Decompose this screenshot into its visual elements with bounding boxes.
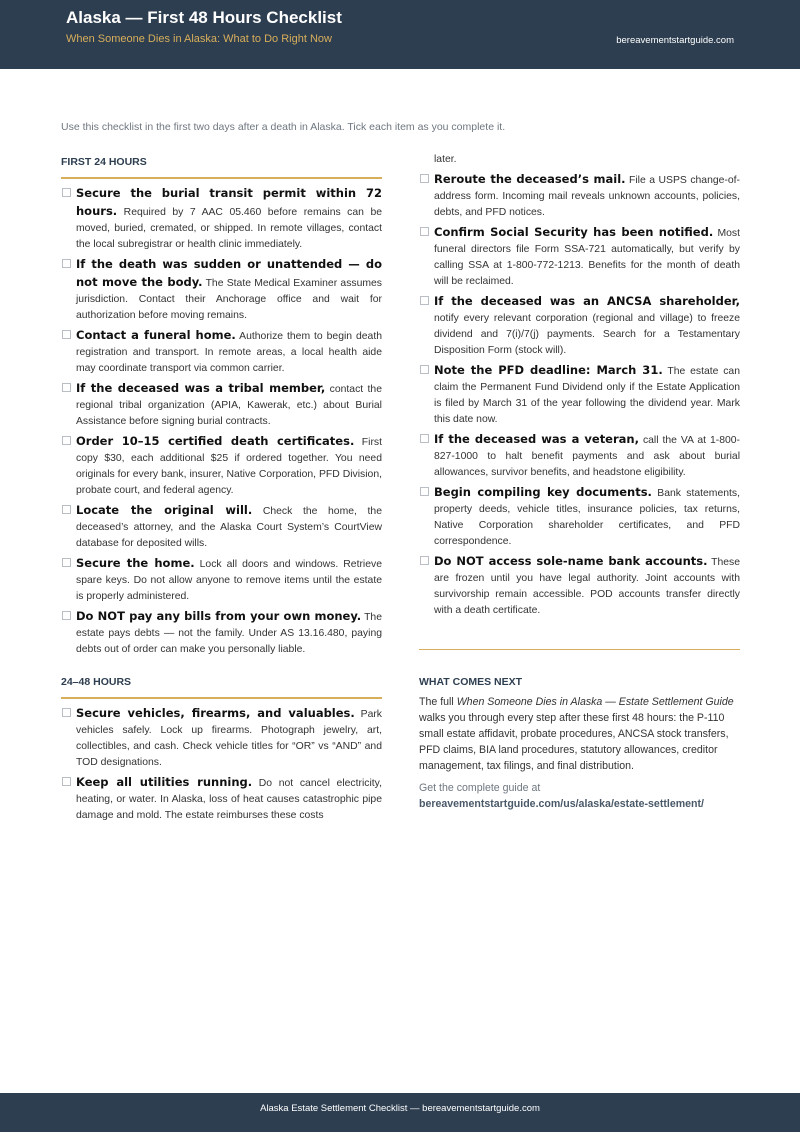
section-heading-first-24: FIRST 24 HOURS	[61, 152, 382, 179]
checkbox-icon[interactable]	[62, 383, 71, 392]
checklist-item: If the deceased was a tribal member, contact the regional tribal organization (APIA, Kawerak, etc.) about Burial Assistance before signing burial contracts.	[61, 380, 382, 430]
guide-link[interactable]: bereavementstartguide.com/us/alaska/estate-settlement/	[419, 798, 704, 810]
checklist-item: Order 10–15 certified death certificates. First copy $30, each additional $25 if ordered together. You need originals for every bank, insurer, Native Corporation, PFD Division, probate court, and federal agency.	[61, 433, 382, 499]
checkbox-icon[interactable]	[420, 174, 429, 183]
checklist-item: Begin compiling key documents. Bank statements, property deeds, vehicle titles, insurance policies, tax returns, Native Corporation shareholder certificates, and PFD correspondence.	[419, 484, 740, 550]
checkbox-icon[interactable]	[62, 259, 71, 268]
checklist-item: Secure the home. Lock all doors and windows. Retrieve spare keys. Do not allow anyone to remove items until the estate is properly administered.	[61, 555, 382, 605]
checklist-item: Keep all utilities running. Do not cancel electricity, heating, or water. In Alaska, loss of heat causes catastrophic pipe damage and mold. The estate reimburses these costs	[61, 774, 382, 824]
checklist-item: Contact a funeral home. Authorize them to begin death registration and transport. In remote areas, a local health aide may coordinate transport via common carrier.	[61, 327, 382, 377]
checkbox-icon[interactable]	[62, 611, 71, 620]
page-footer	[0, 1093, 800, 1132]
checkbox-icon[interactable]	[420, 487, 429, 496]
checkbox-icon[interactable]	[62, 330, 71, 339]
checkbox-icon[interactable]	[62, 505, 71, 514]
checkbox-icon[interactable]	[62, 188, 71, 197]
checklist-item: Confirm Social Security has been notified. Most funeral directors file Form SSA-721 automatically, but verify by calling SSA at 1-800-772-1213. Benefits for the month of death will be reclaimed.	[419, 224, 740, 290]
checkbox-icon[interactable]	[420, 556, 429, 565]
page-subtitle: When Someone Dies in Alaska: What to Do Right Now	[66, 33, 332, 45]
checklist-item: If the deceased was an ANCSA shareholder, notify every relevant corporation (regional and village) to freeze dividend and 7(i)/7(j) payments. Search for a Testamentary Disposition Form (stock will).	[419, 293, 740, 359]
left-column	[61, 152, 382, 827]
checklist-item: Reroute the deceased’s mail. File a USPS change-of-address form. Incoming mail reveals unknown accounts, policies, debts, and PFD notices.	[419, 171, 740, 221]
next-body: The full When Someone Dies in Alaska — Estate Settlement Guide walks you through every step after these first 48 hours: the P-110 small estate affidavit, probate procedures, ANCSA stock transfers, PFD claims, BIA land procedures, statutory allowances, creditor management, tax filings, and final distribution.	[419, 696, 734, 772]
checklist-item: Note the PFD deadline: March 31. The estate can claim the Permanent Fund Dividend only if the Estate Application is filed by March 31 of the year following the dividend year. Mark this date now.	[419, 362, 740, 428]
checklist-item: Do NOT access sole-name bank accounts. These are frozen until you have legal authority. Joint accounts with survivorship remain accessible. POD accounts transfer directly with a death certificate.	[419, 553, 740, 619]
right-column	[419, 152, 740, 812]
checkbox-icon[interactable]	[62, 777, 71, 786]
checklist-item: Locate the original will. Check the home, the deceased’s attorney, and the Alaska Court System’s CourtView database for deposited wills.	[61, 502, 382, 552]
checkbox-icon[interactable]	[62, 436, 71, 445]
checkbox-icon[interactable]	[420, 296, 429, 305]
checkbox-icon[interactable]	[420, 227, 429, 236]
checkbox-icon[interactable]	[420, 434, 429, 443]
header-site: bereavementstartguide.com	[616, 35, 734, 46]
next-heading: WHAT COMES NEXT	[419, 676, 523, 688]
checklist-item: Secure vehicles, firearms, and valuables. Park vehicles safely. Lock up firearms. Photograph jewelry, art, collectibles, and cash. Check vehicle titles for “OR” vs “AND” and TOD designations.	[61, 705, 382, 771]
divider	[419, 649, 740, 650]
item-continuation: later.	[434, 154, 457, 165]
checkbox-icon[interactable]	[62, 558, 71, 567]
checkbox-icon[interactable]	[62, 708, 71, 717]
checklist-item: Do NOT pay any bills from your own money. The estate pays debts — not the family. Under AS 13.16.480, paying debts out of order can make you personally liable.	[61, 608, 382, 658]
page-header	[0, 0, 800, 69]
checklist-item: If the death was sudden or unattended — do not move the body. The State Medical Examiner assumes jurisdiction. Contact their Anchorage office and wait for authorization before moving remains.	[61, 256, 382, 324]
checklist-item: If the deceased was a veteran, call the VA at 1-800-827-1000 to halt benefit payments and ask about burial allowances, survivor benefits, and headstone eligibility.	[419, 431, 740, 481]
checkbox-icon[interactable]	[420, 365, 429, 374]
section-heading-24-48: 24–48 HOURS	[61, 672, 382, 699]
footer-text: Alaska Estate Settlement Checklist — bereavementstartguide.com	[260, 1103, 540, 1114]
page-title: Alaska — First 48 Hours Checklist	[66, 8, 342, 27]
checklist-item: Secure the burial transit permit within 72 hours. Required by 7 AAC 05.460 before remains can be moved, buried, cremated, or shipped. In remote villages, contact the local subregistrar or health clinic immediately.	[61, 185, 382, 253]
guide-label: Get the complete guide at	[419, 782, 541, 794]
intro-text: Use this checklist in the first two days after a death in Alaska. Tick each item as you complete it.	[61, 121, 506, 133]
